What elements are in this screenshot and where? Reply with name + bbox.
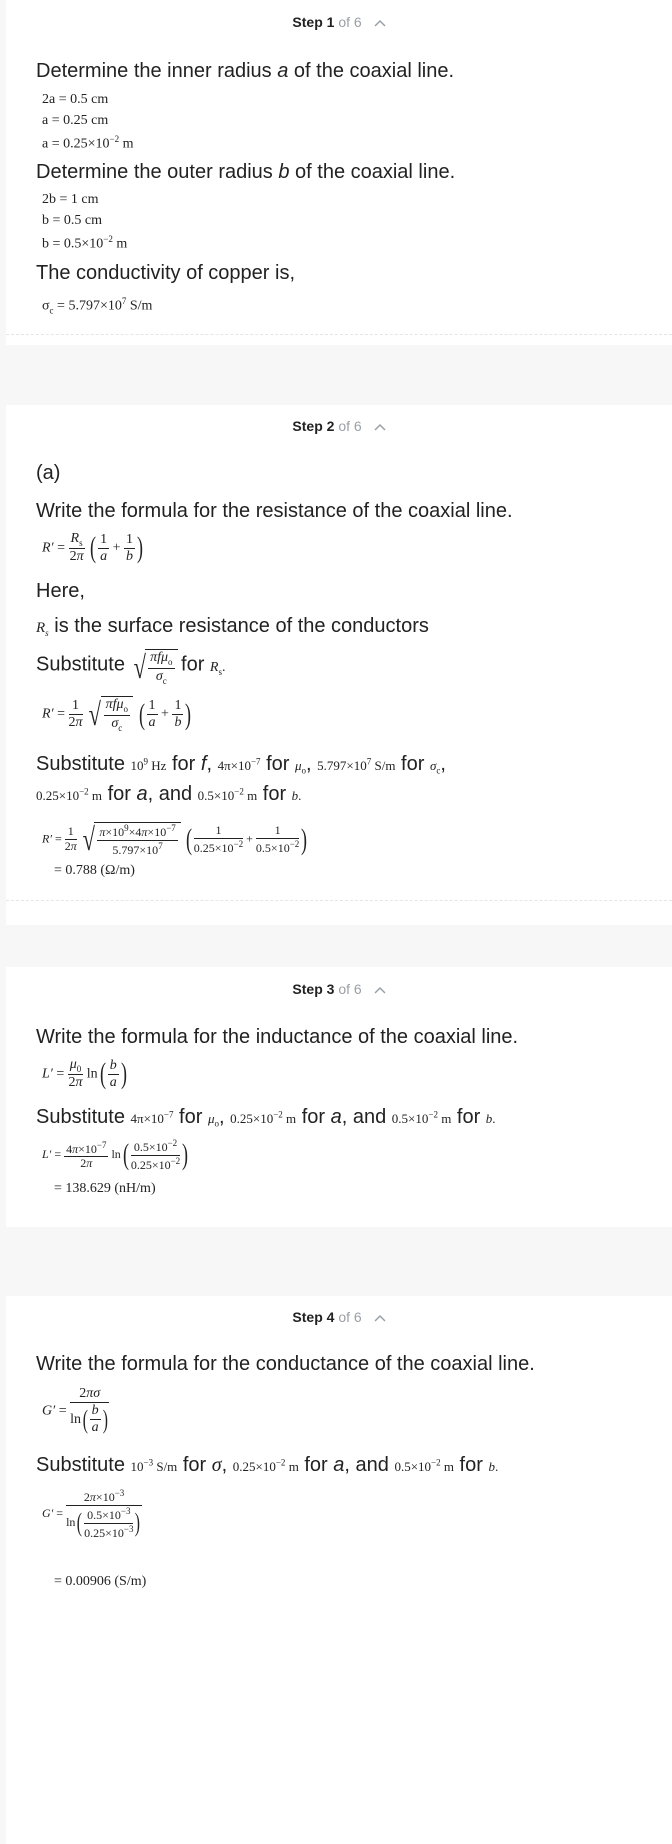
step-1-text-1: Determine the inner radius a of the coaxial line.: [36, 60, 455, 82]
eq-inductance-substituted: L′ = $\frac{4\pi\times 10^{-7}}{2\pi}$ ln( $\frac{0.5\times 10^{-2}}{0.25\times 10^{-2}}$ ): [42, 1138, 189, 1172]
step-4-header[interactable]: [6, 1309, 672, 1325]
step-3-header[interactable]: [6, 981, 672, 997]
step-4-card: [6, 1296, 672, 1844]
divider: [6, 334, 672, 335]
chevron-up-icon[interactable]: [374, 423, 386, 431]
part-label: (a): [36, 462, 61, 484]
step-2-text-1: Write the formula for the resistance of the coaxial line.: [36, 500, 513, 522]
eq-b: b = 0.5 cm: [42, 213, 102, 228]
eq-conductance-substituted: G′ = $2\pi\times 10^{-3}$ ln( $\frac{0.5\times 10^{-3}}{0.25\times 10^{-3}}$ ): [42, 1488, 141, 1540]
step-1-header[interactable]: [6, 14, 672, 30]
eq-resistance-expanded: R′ = $\frac{1}{2\pi}$ √ $\frac{\pi f\mu_o}{\sigma_c}$ ( $\frac{1}{a}$ + $\frac{1}{b}$ ): [42, 696, 192, 733]
step-4-substitute: Substitute $10^{-3}$ S/m for σ, $0.25\times 10^{-2}$ m for a, and $0.5\times 10^{-2}$ m for b.: [36, 1454, 499, 1476]
step-1-text-3: The conductivity of copper is,: [36, 262, 296, 284]
step-of-label: of 6: [338, 981, 362, 997]
step-1-text-2: Determine the outer radius b of the coaxial line.: [36, 161, 456, 183]
step-4-text-1: Write the formula for the conductance of the coaxial line.: [36, 1353, 535, 1375]
step-label: Step 3: [292, 981, 335, 997]
divider: [6, 900, 672, 901]
eq-2a: 2a = 0.5 cm: [42, 92, 109, 107]
step-label: Step 1: [292, 14, 335, 30]
step-of-label: of 6: [338, 418, 362, 434]
step-3-text-1: Write the formula for the inductance of the coaxial line.: [36, 1026, 519, 1048]
eq-inductance-formula: L′ = $\frac{\mu_0}{2\pi}$ ln( $\frac{b}{a}$ ): [42, 1057, 127, 1091]
eq-inductance-result: = 138.629 (nH/m): [54, 1181, 156, 1196]
eq-resistance-formula: R′ = $\frac{R_s}{2\pi}$ ( $\frac{1}{a}$ + $\frac{1}{b}$ ): [42, 531, 144, 565]
chevron-up-icon[interactable]: [374, 19, 386, 27]
step-of-label: of 6: [338, 14, 362, 30]
eq-b-m: $b = 0.5\times 10^{-2}$ m: [42, 234, 128, 252]
substitute-values-line-2: $0.25\times 10^{-2}$ m for a, and $0.5\times 10^{-2}$ m for b.: [36, 783, 302, 805]
step-3-card: [6, 967, 672, 1227]
eq-2b: 2b = 1 cm: [42, 192, 99, 207]
step-label: Step 2: [292, 418, 335, 434]
eq-resistance-result: = 0.788 (Ω/m): [54, 863, 135, 878]
eq-conductance-result: = 0.00906 (S/m): [54, 1574, 147, 1589]
here-label: Here,: [36, 580, 85, 602]
eq-conductivity: $\sigma_c = 5.797\times 10^7$ S/m: [42, 296, 153, 316]
step-of-label: of 6: [338, 1309, 362, 1325]
chevron-up-icon[interactable]: [374, 1314, 386, 1322]
eq-a-m: $a = 0.25\times 10^{-2}$ m: [42, 134, 134, 152]
substitute-rs: Substitute √ $\frac{\pi f\mu_o}{\sigma_c}$ for $R_s$.: [36, 649, 226, 686]
eq-resistance-substituted: R′ = $\frac{1}{2\pi}$ √ $\frac{\pi\times 10^9\times 4\pi\times 10^{-7}}{5.797\times 10^7}$ ( $\frac{1}{0.25\times 10^{-2}}$ + $\frac{1}{0.5\times 10^{-2}}$ ): [42, 821, 308, 857]
step-3-substitute: Substitute $4\pi\times 10^{-7}$ for $\mu_o$, $0.25\times 10^{-2}$ m for a, and $0.5\times 10^{-2}$ m for b.: [36, 1106, 496, 1129]
eq-conductance-formula: G′ = 2πσ ln( $\frac{b}{a}$ ): [42, 1386, 108, 1436]
chevron-up-icon[interactable]: [374, 986, 386, 994]
rs-description: $R_s$ is the surface resistance of the conductors: [36, 615, 429, 638]
substitute-values-line-1: Substitute $10^9$ Hz for f, $4\pi\times 10^{-7}$ for $\mu_o$, $5.797\times 10^7$ S/m for $\sigma_c$,: [36, 753, 446, 776]
step-2-header[interactable]: [6, 418, 672, 434]
step-2-card: [6, 405, 672, 925]
eq-a: a = 0.25 cm: [42, 113, 109, 128]
step-1-card: [6, 0, 672, 345]
step-label: Step 4: [292, 1309, 335, 1325]
